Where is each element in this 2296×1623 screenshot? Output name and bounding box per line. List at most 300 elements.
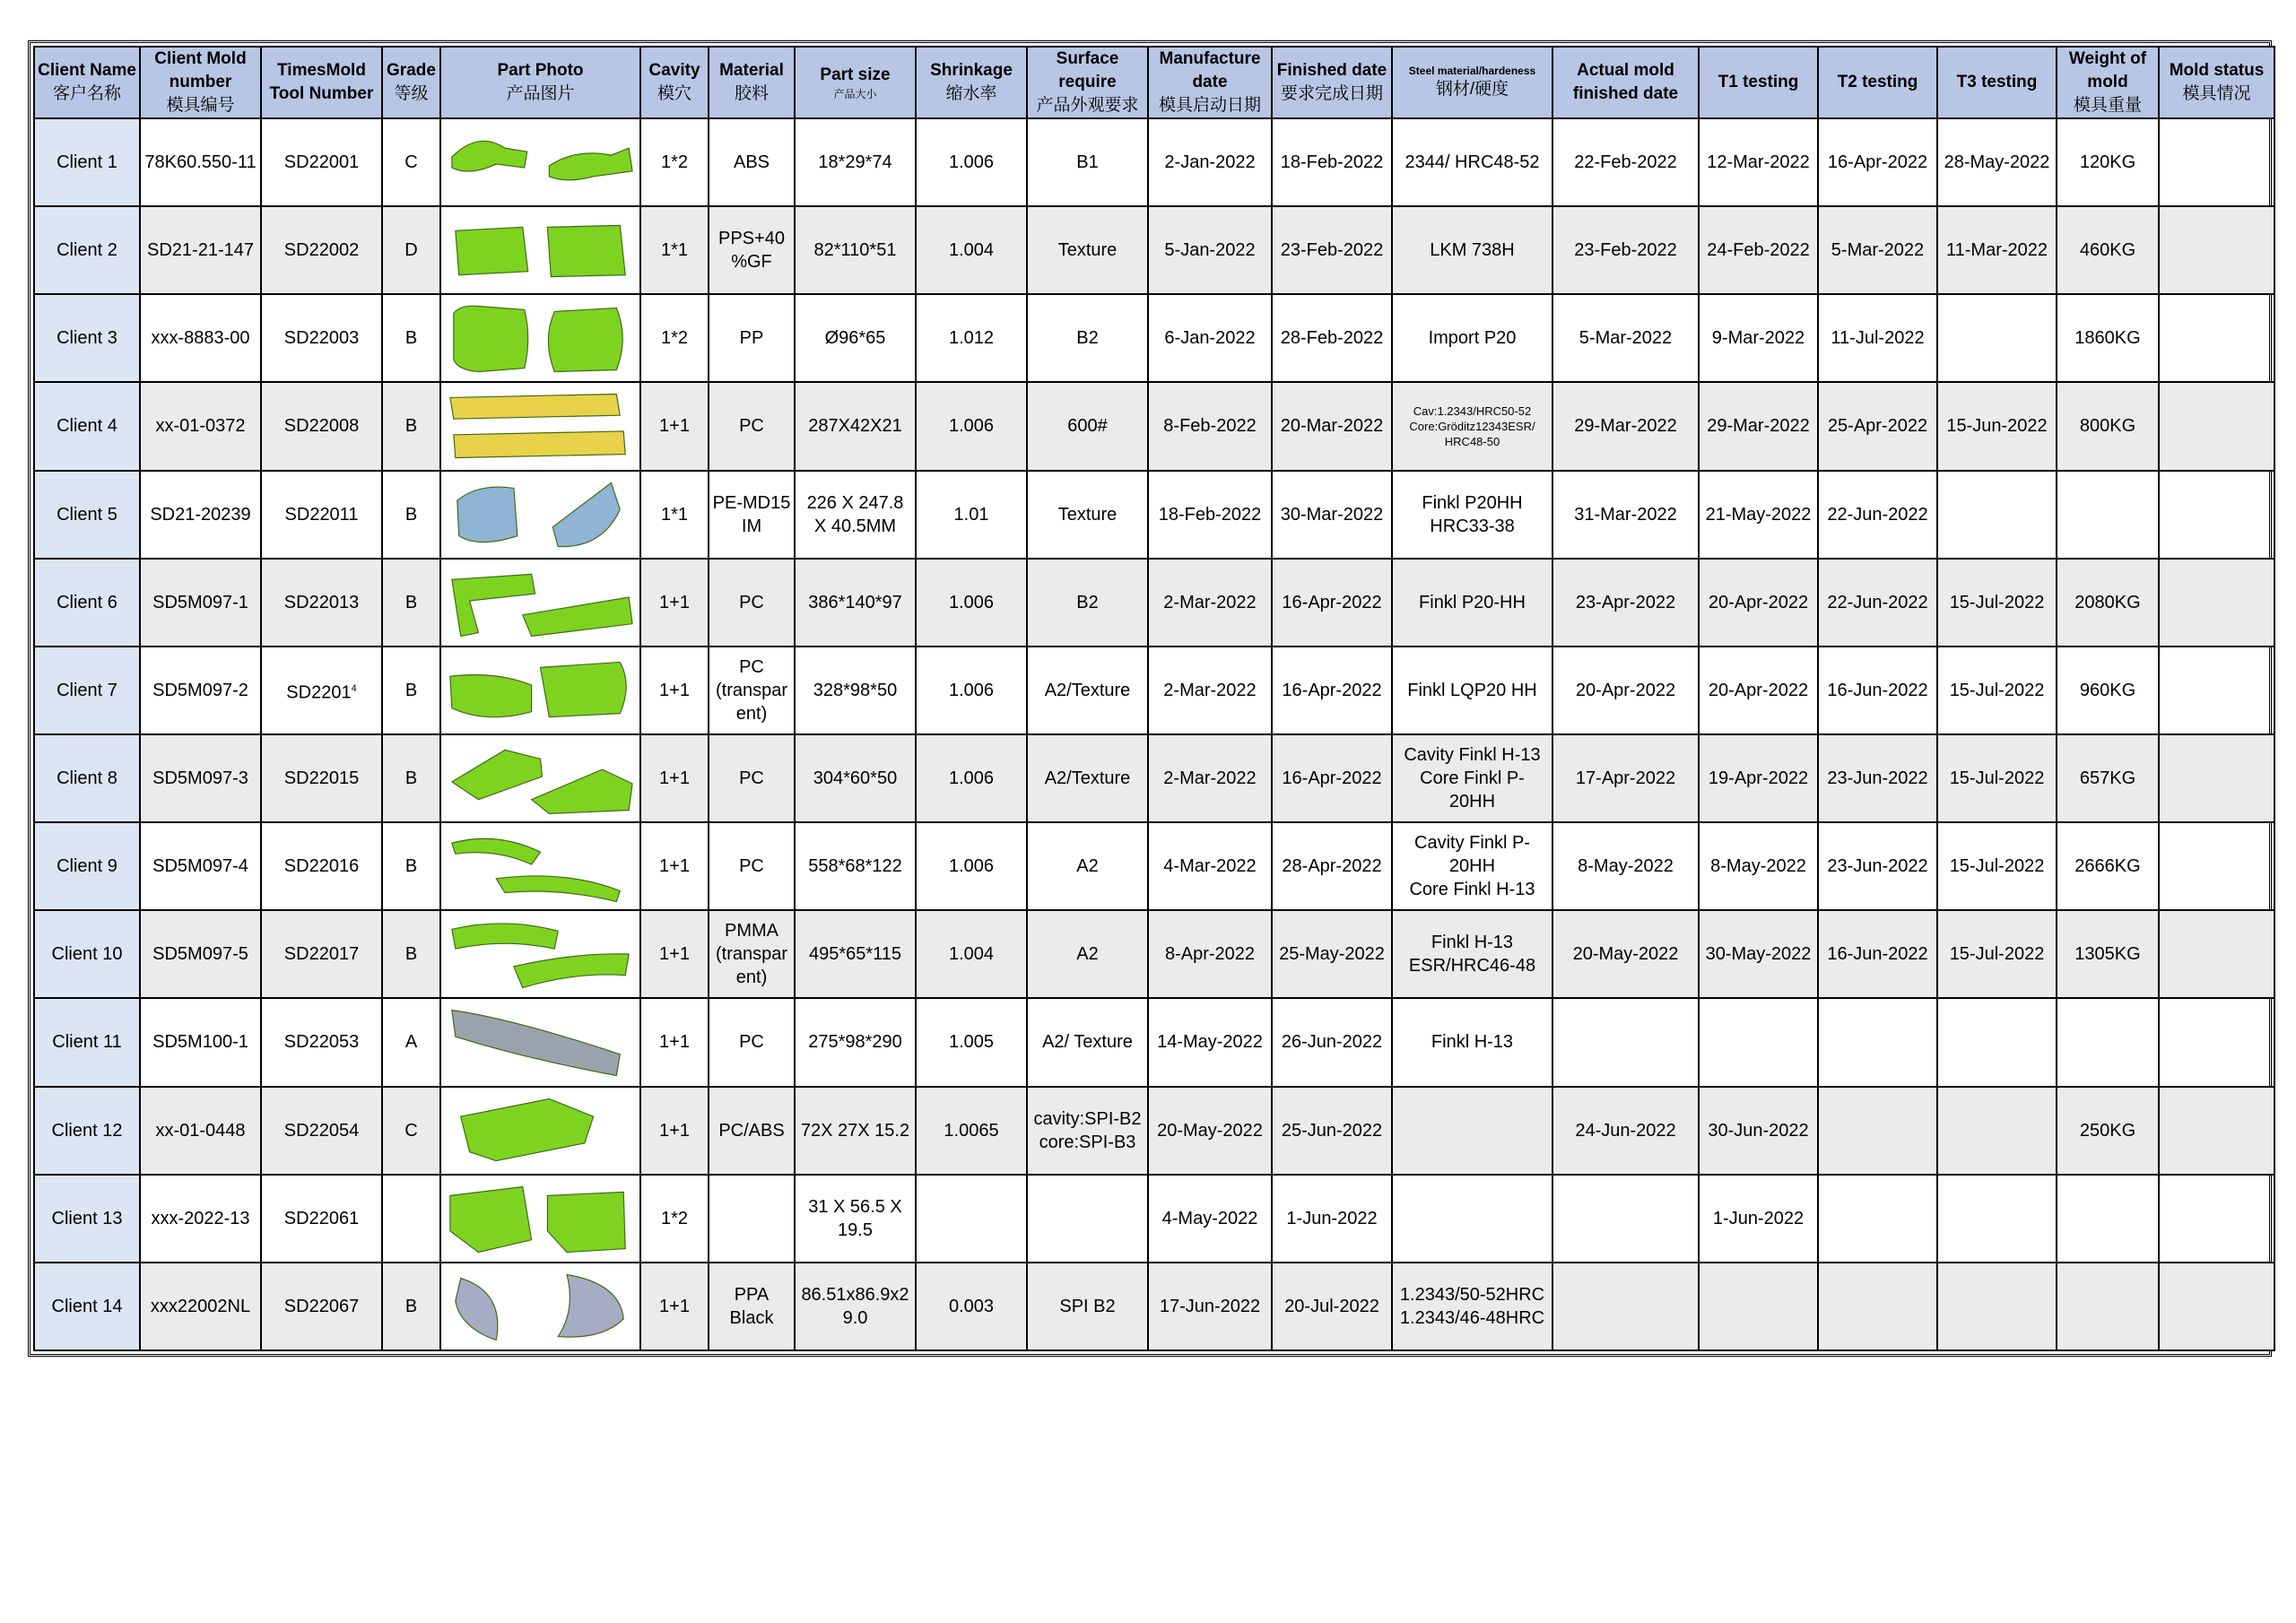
material-line: Black <box>729 1307 774 1328</box>
shrinkage-text: 1.004 <box>948 944 995 965</box>
material-line: PPS+40 <box>718 229 785 249</box>
surface-line: SPI B2 <box>1059 1296 1116 1316</box>
cavity-text: 1+1 <box>659 768 690 789</box>
finished-date-cell <box>1272 471 1392 559</box>
finished-date-cell <box>1272 294 1392 382</box>
manufacture-date-cell <box>1148 1263 1272 1350</box>
manufacture-date-text: 4-May-2022 <box>1161 1208 1258 1228</box>
t1-testing-cell <box>1699 734 1818 822</box>
grade-cell <box>382 822 440 910</box>
mold-number-cell <box>140 647 261 734</box>
grade-text: B <box>404 416 418 437</box>
green-reflector-parts-image <box>443 737 638 820</box>
cavity-text: 1*2 <box>660 328 689 349</box>
tool-number-text: SD22017 <box>283 944 360 965</box>
surface-cell <box>1027 910 1148 998</box>
part-shape-left <box>450 675 532 717</box>
t1-testing-cell <box>1699 910 1818 998</box>
material-line: PC <box>739 416 764 437</box>
surface-line: A2/ Texture <box>1042 1032 1133 1053</box>
t3-testing-cell <box>1937 559 2057 647</box>
shrinkage-cell <box>916 206 1027 294</box>
client-name-text: Client 14 <box>51 1296 123 1316</box>
t2-testing-cell <box>1818 822 1937 910</box>
client-name-cell <box>34 910 140 998</box>
part-size-line: X 40.5MM <box>813 516 897 536</box>
weight-cell <box>2057 1175 2159 1263</box>
actual-finished-cell <box>1552 734 1699 822</box>
surface-line: core:SPI-B3 <box>1039 1132 1136 1152</box>
material-line: (transpar <box>715 680 788 700</box>
actual-finished-text: 31-Mar-2022 <box>1574 504 1677 525</box>
part-shape-right <box>454 431 625 458</box>
shrinkage-text: 1.004 <box>948 240 995 261</box>
green-rail-parts-image <box>443 561 638 644</box>
tool-number-cell <box>261 734 382 822</box>
material-line: PC <box>739 856 764 877</box>
finished-date-text: 18-Feb-2022 <box>1280 152 1384 173</box>
steel-cell <box>1392 382 1552 470</box>
surface-line: A2/Texture <box>1044 768 1131 789</box>
part-shape-right <box>523 597 632 636</box>
part-size-cell <box>795 559 916 647</box>
steel-line: Finkl H-13 <box>1431 933 1514 953</box>
t2-testing-cell <box>1818 1175 1937 1263</box>
t3-testing-cell <box>1937 294 2057 382</box>
part-size-cell <box>795 1263 916 1350</box>
tool-number-text: SD2201 <box>286 682 352 703</box>
mold-status-cell <box>2159 1263 2274 1350</box>
manufacture-date-cell <box>1148 206 1272 294</box>
steel-line: Import P20 <box>1428 328 1517 349</box>
mold-number-cell <box>140 471 261 559</box>
part-shape-right <box>496 876 620 902</box>
shrinkage-cell <box>916 998 1027 1086</box>
manufacture-date-text: 8-Apr-2022 <box>1164 944 1256 965</box>
part-size-cell <box>795 1087 916 1175</box>
weight-text: 460KG <box>2079 240 2136 261</box>
surface-line: Texture <box>1057 504 1118 525</box>
t3-testing-cell <box>1937 1087 2057 1175</box>
client-name-cell <box>34 382 140 470</box>
shrinkage-cell <box>916 910 1027 998</box>
finished-date-cell <box>1272 822 1392 910</box>
grade-text: C <box>404 152 418 173</box>
finished-date-cell <box>1272 1175 1392 1263</box>
steel-cell <box>1392 647 1552 734</box>
material-cell <box>709 1087 795 1175</box>
steel-line: Core Finkl P- <box>1420 768 1525 789</box>
shrinkage-text: 1.0065 <box>944 1120 999 1141</box>
part-shape-right <box>547 1192 625 1252</box>
manufacture-date-cell <box>1148 647 1272 734</box>
shrinkage-text: 1.006 <box>948 856 995 877</box>
part-photo-cell <box>440 1263 640 1350</box>
steel-cell <box>1392 559 1552 647</box>
t3-testing-cell <box>1937 822 2057 910</box>
client-name-text: Client 4 <box>57 416 117 437</box>
cavity-text: 1*2 <box>660 1208 689 1228</box>
actual-finished-cell <box>1552 822 1699 910</box>
t1-testing-cell <box>1699 118 1818 206</box>
shrinkage-text: 0.003 <box>948 1296 995 1316</box>
cavity-text: 1+1 <box>659 592 690 612</box>
steel-cell <box>1392 910 1552 998</box>
mold-number-text: xxx-8883-00 <box>151 328 250 349</box>
actual-finished-text: 17-Apr-2022 <box>1575 768 1676 789</box>
t1-testing-cell <box>1699 647 1818 734</box>
table-row <box>34 647 2274 734</box>
part-shape-left <box>450 1186 532 1252</box>
t2-testing-text: 16-Apr-2022 <box>1827 152 1928 173</box>
steel-cell <box>1392 206 1552 294</box>
header-t2-testing: T2 testing <box>1818 47 1937 118</box>
part-photo-cell <box>440 382 640 470</box>
grade-cell <box>382 1087 440 1175</box>
cavity-cell <box>640 382 709 470</box>
material-cell <box>709 559 795 647</box>
part-size-line: 31 X 56.5 X <box>808 1196 902 1217</box>
t1-testing-text: 20-Apr-2022 <box>1708 680 1809 700</box>
header-actual-finished-date: Actual mold finished date <box>1552 47 1699 118</box>
part-size-line: 86.51x86.9x2 <box>801 1284 909 1305</box>
tool-number-cell <box>261 1087 382 1175</box>
grade-text: B <box>404 680 418 700</box>
part-size-cell <box>795 647 916 734</box>
surface-cell <box>1027 1175 1148 1263</box>
shrinkage-cell <box>916 822 1027 910</box>
green-lightguide-parts-image <box>443 913 638 995</box>
t1-testing-text: 21-May-2022 <box>1705 504 1812 525</box>
material-cell <box>709 382 795 470</box>
actual-finished-cell <box>1552 206 1699 294</box>
weight-cell <box>2057 998 2159 1086</box>
material-line: ent) <box>735 968 768 988</box>
cavity-cell <box>640 822 709 910</box>
actual-finished-cell <box>1552 118 1699 206</box>
table-row <box>34 822 2274 910</box>
steel-line: Cavity Finkl H-13 <box>1404 745 1541 766</box>
surface-line: cavity:SPI-B2 <box>1033 1108 1142 1129</box>
shrinkage-cell <box>916 559 1027 647</box>
yellow-strip-parts-image <box>443 385 638 467</box>
header-part-photo: Part Photo 产品图片 <box>440 47 640 118</box>
surface-line: B2 <box>1076 328 1099 349</box>
cavity-cell <box>640 206 709 294</box>
tool-number-cell <box>261 998 382 1086</box>
t1-testing-cell <box>1699 998 1818 1086</box>
part-shape-right <box>552 482 620 546</box>
part-shape-left <box>452 838 541 864</box>
manufacture-date-cell <box>1148 118 1272 206</box>
actual-finished-text: 23-Apr-2022 <box>1575 592 1676 612</box>
shrinkage-cell <box>916 1087 1027 1175</box>
grade-cell <box>382 1263 440 1350</box>
t1-testing-text: 30-May-2022 <box>1705 944 1812 965</box>
manufacture-date-text: 4-Mar-2022 <box>1163 856 1257 877</box>
part-shape-right <box>549 148 632 180</box>
client-name-text: Client 13 <box>51 1208 123 1228</box>
t1-testing-cell <box>1699 294 1818 382</box>
part-size-line: 328*98*50 <box>813 680 898 700</box>
surface-line: 600# <box>1067 416 1108 437</box>
header-part-size: Part size 产品大小 <box>795 47 916 118</box>
part-size-line: 19.5 <box>838 1219 873 1240</box>
mold-number-text: SD5M100-1 <box>152 1032 248 1053</box>
part-shape-left <box>457 487 517 542</box>
weight-text: 1860KG <box>2074 328 2141 349</box>
mold-number-cell <box>140 910 261 998</box>
actual-finished-cell <box>1552 647 1699 734</box>
surface-cell <box>1027 734 1148 822</box>
weight-text: 657KG <box>2079 768 2136 789</box>
mold-status-cell <box>2159 734 2274 822</box>
client-name-cell <box>34 294 140 382</box>
shrinkage-cell <box>916 734 1027 822</box>
finished-date-text: 1-Jun-2022 <box>1286 1208 1378 1228</box>
shrinkage-cell <box>916 382 1027 470</box>
steel-line: 1.2343/46-48HRC <box>1399 1307 1545 1328</box>
table-row <box>34 382 2274 470</box>
cavity-text: 1+1 <box>659 680 690 700</box>
steel-cell <box>1392 118 1552 206</box>
table-row <box>34 1263 2274 1350</box>
part-size-cell <box>795 822 916 910</box>
mold-status-cell <box>2159 382 2274 470</box>
shrinkage-cell <box>916 471 1027 559</box>
mold-status-cell <box>2159 910 2274 998</box>
client-name-text: Client 3 <box>57 328 117 349</box>
cavity-cell <box>640 559 709 647</box>
actual-finished-cell <box>1552 1263 1699 1350</box>
t3-testing-cell <box>1937 206 2057 294</box>
table-row <box>34 998 2274 1086</box>
manufacture-date-text: 8-Feb-2022 <box>1163 416 1257 437</box>
grade-cell <box>382 647 440 734</box>
t2-testing-cell <box>1818 294 1937 382</box>
surface-cell <box>1027 998 1148 1086</box>
client-name-cell <box>34 822 140 910</box>
part-size-line: 18*29*74 <box>818 152 892 173</box>
mold-status-cell <box>2159 206 2274 294</box>
part-shape-left <box>452 141 527 171</box>
t2-testing-cell <box>1818 647 1937 734</box>
weight-text: 2666KG <box>2074 856 2141 877</box>
finished-date-text: 26-Jun-2022 <box>1281 1032 1383 1053</box>
client-name-text: Client 9 <box>57 856 117 877</box>
part-photo-cell <box>440 1087 640 1175</box>
part-shape-left <box>452 574 535 636</box>
part-shape-left <box>454 307 528 372</box>
table-row <box>34 1087 2274 1175</box>
t3-testing-text: 15-Jul-2022 <box>1949 768 2045 789</box>
tool-number-cell <box>261 910 382 998</box>
t2-testing-cell <box>1818 118 1937 206</box>
material-line: (transpar <box>715 944 788 965</box>
shrinkage-text: 1.006 <box>948 592 995 612</box>
tool-number-text: SD22013 <box>283 592 360 612</box>
table-header <box>34 47 2274 118</box>
manufacture-date-text: 2-Mar-2022 <box>1163 680 1257 700</box>
table-row <box>34 559 2274 647</box>
t1-testing-cell <box>1699 382 1818 470</box>
t2-testing-text: 16-Jun-2022 <box>1827 944 1928 965</box>
t2-testing-cell <box>1818 1263 1937 1350</box>
manufacture-date-cell <box>1148 734 1272 822</box>
part-photo-cell <box>440 294 640 382</box>
weight-cell <box>2057 734 2159 822</box>
t3-testing-cell <box>1937 647 2057 734</box>
surface-cell <box>1027 294 1148 382</box>
t3-testing-cell <box>1937 471 2057 559</box>
mold-status-cell <box>2159 1175 2274 1263</box>
surface-line: A2 <box>1076 856 1099 877</box>
manufacture-date-cell <box>1148 1175 1272 1263</box>
steel-line: HRC33-38 <box>1430 516 1515 536</box>
grade-text: B <box>404 768 418 789</box>
t1-testing-cell <box>1699 206 1818 294</box>
green-lens-parts-image <box>443 649 638 732</box>
mold-status-cell <box>2159 998 2274 1086</box>
part-shape-right <box>514 954 629 988</box>
cavity-text: 1+1 <box>659 944 690 965</box>
mold-number-text: SD5M097-3 <box>152 768 248 789</box>
t1-testing-text: 8-May-2022 <box>1710 856 1806 877</box>
client-name-text: Client 12 <box>51 1120 123 1141</box>
mold-number-text: SD5M097-1 <box>152 592 248 612</box>
t2-testing-cell <box>1818 206 1937 294</box>
green-housing-parts-image <box>443 209 638 291</box>
weight-cell <box>2057 822 2159 910</box>
tool-number-cell <box>261 294 382 382</box>
shrinkage-text: 1.006 <box>948 152 995 173</box>
manufacture-date-cell <box>1148 910 1272 998</box>
actual-finished-cell <box>1552 471 1699 559</box>
mold-number-cell <box>140 1263 261 1350</box>
steel-line: Finkl H-13 <box>1431 1032 1514 1053</box>
part-size-cell <box>795 471 916 559</box>
t3-testing-text: 15-Jul-2022 <box>1949 680 2045 700</box>
t3-testing-cell <box>1937 1263 2057 1350</box>
mold-status-cell <box>2159 294 2274 382</box>
t1-testing-text: 12-Mar-2022 <box>1707 152 1810 173</box>
green-funnel-parts-image <box>443 1177 638 1260</box>
t1-testing-text: 1-Jun-2022 <box>1712 1208 1805 1228</box>
shrinkage-cell <box>916 647 1027 734</box>
steel-line: Finkl P20HH <box>1422 492 1523 513</box>
mold-status-cell <box>2159 1087 2274 1175</box>
mold-table <box>33 46 2275 1351</box>
weight-text: 960KG <box>2079 680 2136 700</box>
part-shape-left <box>450 395 620 420</box>
grade-text: D <box>404 240 418 261</box>
material-line: ABS <box>733 152 770 173</box>
tool-number-cell <box>261 647 382 734</box>
actual-finished-cell <box>1552 382 1699 470</box>
surface-cell <box>1027 471 1148 559</box>
surface-cell <box>1027 559 1148 647</box>
material-cell <box>709 822 795 910</box>
header-steel-material: Steel material/hardeness 钢材/硬度 <box>1392 47 1552 118</box>
header-cavity: Cavity 模穴 <box>640 47 709 118</box>
grey-fan-parts-image <box>443 1265 638 1348</box>
client-name-text: Client 5 <box>57 504 117 525</box>
table-row <box>34 910 2274 998</box>
t3-testing-text: 15-Jul-2022 <box>1949 856 2045 877</box>
t3-testing-text: 15-Jun-2022 <box>1946 416 2048 437</box>
mold-number-text: SD21-20239 <box>150 504 251 525</box>
weight-cell <box>2057 382 2159 470</box>
t2-testing-cell <box>1818 559 1937 647</box>
header-client-name: Client Name 客户名称 <box>34 47 140 118</box>
tool-number-text: SD22003 <box>283 328 360 349</box>
part-shape-right <box>547 226 625 277</box>
mold-number-cell <box>140 822 261 910</box>
manufacture-date-cell <box>1148 471 1272 559</box>
grade-cell <box>382 471 440 559</box>
cavity-text: 1+1 <box>659 1120 690 1141</box>
t1-testing-text: 20-Apr-2022 <box>1708 592 1809 612</box>
mold-number-text: xxx-2022-13 <box>151 1208 250 1228</box>
steel-line: Core:Gröditz12343ESR/ <box>1409 419 1535 433</box>
actual-finished-cell <box>1552 1175 1699 1263</box>
grade-text: A <box>404 1032 418 1053</box>
grade-text: B <box>404 592 418 612</box>
actual-finished-cell <box>1552 294 1699 382</box>
client-name-cell <box>34 734 140 822</box>
cavity-cell <box>640 1263 709 1350</box>
material-line: PC <box>739 1032 764 1053</box>
part-size-line: 9.0 <box>842 1307 868 1328</box>
grade-cell <box>382 910 440 998</box>
material-line: PC <box>739 768 764 789</box>
cavity-cell <box>640 1175 709 1263</box>
material-cell <box>709 1263 795 1350</box>
tool-number-superscript: 4 <box>351 682 357 694</box>
grade-cell <box>382 1175 440 1263</box>
material-cell <box>709 1175 795 1263</box>
cavity-text: 1*1 <box>660 504 689 525</box>
part-photo-cell <box>440 734 640 822</box>
mold-number-cell <box>140 1087 261 1175</box>
shrinkage-cell <box>916 1263 1027 1350</box>
steel-line: Core Finkl H-13 <box>1409 880 1535 900</box>
material-line: PP <box>739 328 764 349</box>
material-cell <box>709 910 795 998</box>
mold-number-cell <box>140 734 261 822</box>
green-clip-part-image <box>443 1089 638 1172</box>
cavity-text: 1+1 <box>659 1296 690 1316</box>
t2-testing-text: 16-Jun-2022 <box>1827 680 1928 700</box>
surface-cell <box>1027 1087 1148 1175</box>
t3-testing-cell <box>1937 1175 2057 1263</box>
surface-line: B1 <box>1076 152 1099 173</box>
tool-number-text: SD22001 <box>283 152 360 173</box>
steel-line: Cavity Finkl P- <box>1414 833 1530 854</box>
manufacture-date-text: 2-Mar-2022 <box>1163 768 1257 789</box>
part-size-cell <box>795 294 916 382</box>
cavity-cell <box>640 1087 709 1175</box>
mold-status-sheet <box>28 40 2272 1357</box>
part-size-line: 275*98*290 <box>808 1032 902 1053</box>
header-t1-testing: T1 testing <box>1699 47 1818 118</box>
steel-cell <box>1392 471 1552 559</box>
part-size-cell <box>795 118 916 206</box>
client-name-text: Client 11 <box>52 1032 122 1053</box>
manufacture-date-cell <box>1148 559 1272 647</box>
weight-cell <box>2057 647 2159 734</box>
finished-date-cell <box>1272 998 1392 1086</box>
